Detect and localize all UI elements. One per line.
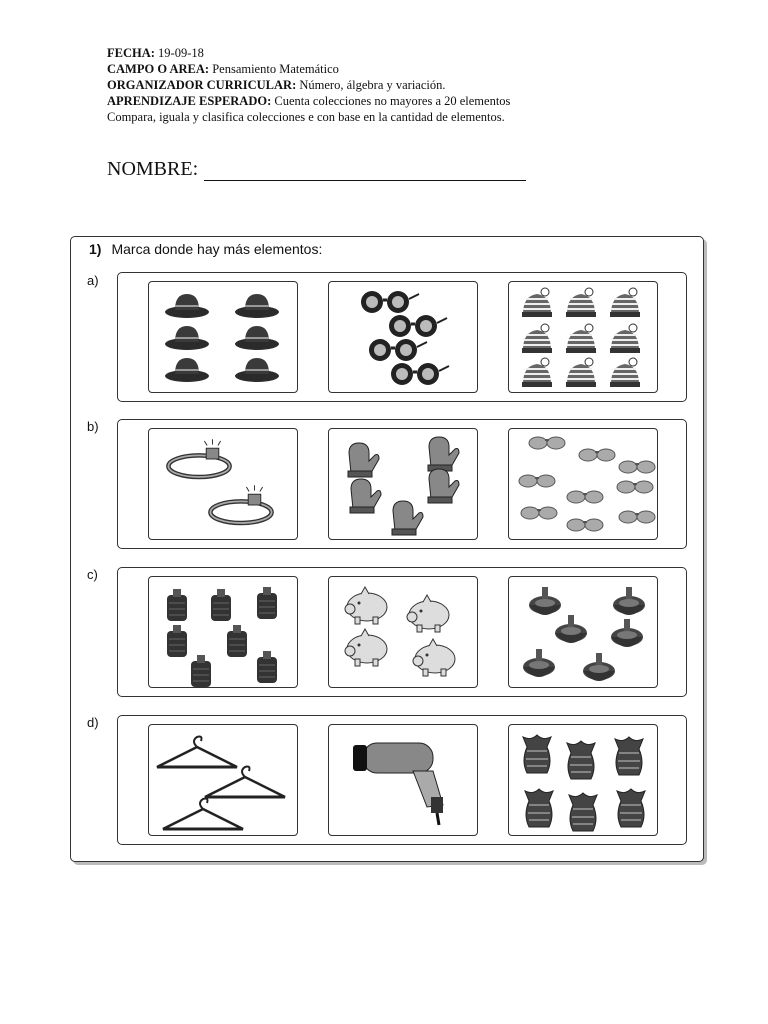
vase-icon <box>509 725 657 835</box>
option-d-3[interactable] <box>508 724 658 836</box>
option-a-1[interactable] <box>148 281 298 393</box>
vase-icon <box>569 793 597 831</box>
vase-icon <box>525 789 553 827</box>
piggy-bank-icon <box>345 629 387 666</box>
organizador-row <box>107 77 667 93</box>
glasses-icon <box>361 291 419 313</box>
beanie-icon <box>610 358 640 387</box>
spinning-top-icon <box>509 577 657 687</box>
vase-icon <box>617 789 645 827</box>
hot-water-bottle-icon <box>257 587 277 619</box>
campo-value: Pensamiento Matemático <box>212 62 339 76</box>
organizador-label: ORGANIZADOR CURRICULAR: <box>107 78 297 92</box>
hot-water-bottle-icon <box>257 651 277 683</box>
glasses-icon <box>329 282 477 392</box>
row-letter-d: d) <box>87 715 99 730</box>
mitten-icon <box>348 443 379 477</box>
beanie-icon <box>522 324 552 353</box>
aprendizaje-row <box>107 93 667 109</box>
mitten-icon <box>350 479 381 513</box>
option-d-1[interactable] <box>148 724 298 836</box>
option-d-2[interactable] <box>328 724 478 836</box>
sunglasses-icon <box>579 449 615 461</box>
beanie-icon <box>522 288 552 317</box>
glasses-icon <box>389 315 447 337</box>
hair-dryer-icon <box>353 743 443 825</box>
hanger-icon <box>157 737 237 768</box>
beanie-icon <box>522 358 552 387</box>
hanger-icon <box>205 767 285 798</box>
hot-water-bottle-icon <box>191 655 211 687</box>
beanie-icon <box>566 288 596 317</box>
piggy-bank-icon <box>345 587 387 624</box>
mitten-icon <box>428 469 459 503</box>
beanie-icon <box>610 324 640 353</box>
row-a <box>117 272 687 402</box>
piggy-bank-icon <box>329 577 477 687</box>
ring-icon <box>210 485 271 523</box>
row-letter-b: b) <box>87 419 99 434</box>
hot-water-bottle-icon <box>149 577 297 687</box>
option-a-2[interactable] <box>328 281 478 393</box>
option-b-3[interactable] <box>508 428 658 540</box>
ring-icon <box>168 439 229 477</box>
row-d <box>117 715 687 845</box>
option-b-1[interactable] <box>148 428 298 540</box>
sunglasses-icon <box>519 475 555 487</box>
row-c <box>117 567 687 697</box>
worksheet-header <box>107 45 667 125</box>
spinning-top-icon <box>523 649 555 677</box>
sunglasses-icon <box>619 511 655 523</box>
ring-icon <box>149 429 297 539</box>
hat-icon <box>149 282 297 392</box>
hat-icon <box>235 326 279 350</box>
mitten-icon <box>329 429 477 539</box>
spinning-top-icon <box>529 587 561 615</box>
nombre-blank-line[interactable] <box>204 162 526 181</box>
vase-icon <box>523 735 551 773</box>
row-letter-c: c) <box>87 567 98 582</box>
hat-icon <box>235 294 279 318</box>
hanger-icon <box>163 799 243 830</box>
nombre-field <box>107 158 526 181</box>
mitten-icon <box>428 437 459 471</box>
option-c-1[interactable] <box>148 576 298 688</box>
sunglasses-icon <box>567 519 603 531</box>
vase-icon <box>567 741 595 779</box>
hair-dryer-icon <box>329 725 477 835</box>
option-b-2[interactable] <box>328 428 478 540</box>
sunglasses-icon <box>619 461 655 473</box>
option-c-2[interactable] <box>328 576 478 688</box>
sunglasses-icon <box>509 429 657 539</box>
piggy-bank-icon <box>413 639 455 676</box>
option-c-3[interactable] <box>508 576 658 688</box>
spinning-top-icon <box>555 615 587 643</box>
hat-icon <box>165 294 209 318</box>
exercise-instruction: Marca donde hay más elementos: <box>111 241 323 257</box>
fecha-label: FECHA: <box>107 46 155 60</box>
exercise-title <box>89 241 322 257</box>
beanie-icon <box>610 288 640 317</box>
hanger-icon <box>149 725 297 835</box>
nombre-label: NOMBRE: <box>107 158 199 180</box>
glasses-icon <box>391 363 449 385</box>
spinning-top-icon <box>611 619 643 647</box>
hot-water-bottle-icon <box>211 589 231 621</box>
piggy-bank-icon <box>407 595 449 632</box>
aprendizaje-value: Cuenta colecciones no mayores a 20 elementos <box>274 94 511 108</box>
vase-icon <box>615 737 643 775</box>
option-a-3[interactable] <box>508 281 658 393</box>
row-b <box>117 419 687 549</box>
row-letter-a: a) <box>87 273 99 288</box>
organizador-value: Número, álgebra y variación. <box>299 78 446 92</box>
beanie-icon <box>509 282 657 392</box>
compara-row: Compara, iguala y clasifica colecciones e con base en la cantidad de elementos. <box>107 110 505 124</box>
fecha-value: 19-09-18 <box>158 46 204 60</box>
spinning-top-icon <box>583 653 615 681</box>
sunglasses-icon <box>617 481 653 493</box>
campo-row <box>107 61 667 77</box>
campo-label: CAMPO O AREA: <box>107 62 210 76</box>
hat-icon <box>165 358 209 382</box>
beanie-icon <box>566 358 596 387</box>
aprendizaje-label: APRENDIZAJE ESPERADO: <box>107 94 272 108</box>
hat-icon <box>165 326 209 350</box>
sunglasses-icon <box>567 491 603 503</box>
sunglasses-icon <box>529 437 565 449</box>
sunglasses-icon <box>521 507 557 519</box>
exercise-frame <box>70 236 704 862</box>
hot-water-bottle-icon <box>167 589 187 621</box>
beanie-icon <box>566 324 596 353</box>
fecha-row <box>107 45 667 61</box>
glasses-icon <box>369 339 427 361</box>
mitten-icon <box>392 501 423 535</box>
spinning-top-icon <box>613 587 645 615</box>
hot-water-bottle-icon <box>167 625 187 657</box>
hat-icon <box>235 358 279 382</box>
exercise-number: 1) <box>89 241 102 257</box>
hot-water-bottle-icon <box>227 625 247 657</box>
